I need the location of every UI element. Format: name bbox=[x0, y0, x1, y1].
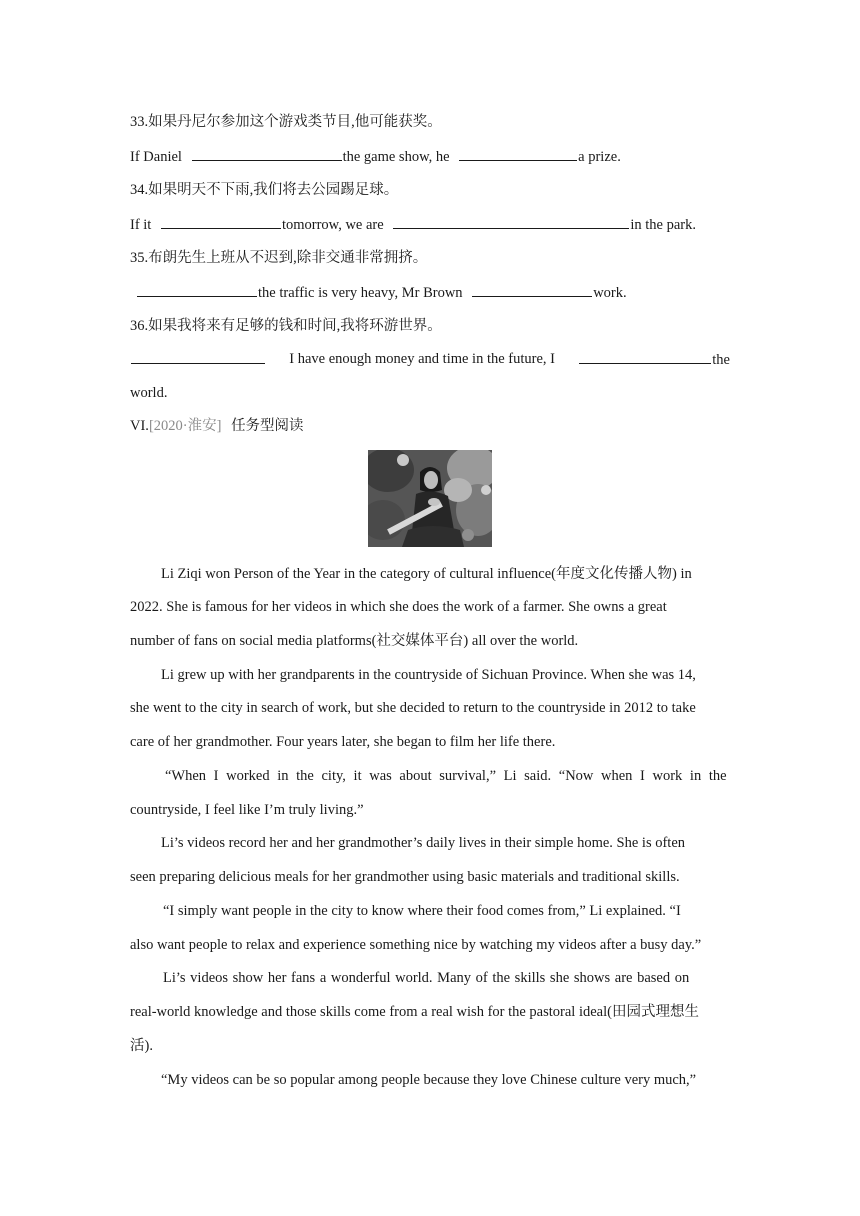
q34-blank-1[interactable] bbox=[161, 214, 281, 229]
q36-blank-2[interactable] bbox=[579, 349, 711, 364]
photo-illustration bbox=[368, 450, 492, 547]
q34-chinese: 34.如果明天不下雨,我们将去公园踢足球。 bbox=[130, 182, 399, 198]
passage-line-5: she went to the city in search of work, but she decided to return to the countryside in 2012 to take bbox=[130, 700, 696, 716]
passage-line-7: “When I worked in the city, it was about survival,” Li said. “Now when I work in the bbox=[165, 768, 727, 784]
q34-text-a: If it bbox=[130, 217, 152, 233]
passage-line-16: “My videos can be so popular among people because they love Chinese culture very much,” bbox=[161, 1072, 697, 1088]
passage-line-11: “I simply want people in the city to know where their food comes from,” Li explained. “I bbox=[163, 903, 681, 919]
passage-line-12: also want people to relax and experience something nice by watching my videos after a busy day.” bbox=[130, 937, 702, 953]
passage-line-15: 活). bbox=[130, 1038, 153, 1054]
q33-blank-1[interactable] bbox=[192, 146, 342, 161]
q33-text-c: a prize. bbox=[578, 149, 621, 165]
q33-chinese: 33.如果丹尼尔参加这个游戏类节目,他可能获奖。 bbox=[130, 114, 442, 130]
section-source: [2020·淮安] bbox=[148, 418, 222, 434]
q34-english bbox=[130, 214, 730, 235]
section-number: VI. bbox=[130, 418, 149, 434]
q35-blank-1[interactable] bbox=[137, 282, 257, 297]
q34-text-c: in the park. bbox=[630, 217, 696, 233]
passage-line-10: seen preparing delicious meals for her grandmother using basic materials and traditional skills. bbox=[130, 869, 680, 885]
q34-text-b: tomorrow, we are bbox=[281, 217, 384, 233]
passage-line-9: Li’s videos record her and her grandmother’s daily lives in their simple home. She is often bbox=[161, 835, 686, 851]
q36-blank-1[interactable] bbox=[131, 349, 265, 364]
q33-blank-2[interactable] bbox=[459, 146, 577, 161]
q36-text-mid: I have enough money and time in the future, I bbox=[289, 351, 556, 367]
q34-blank-2[interactable] bbox=[393, 214, 629, 229]
passage-line-14: real-world knowledge and those skills come from a real wish for the pastoral ideal(田园式理想生 bbox=[130, 1004, 699, 1020]
q36-text-end: the bbox=[712, 352, 730, 368]
q36-chinese: 36.如果我将来有足够的钱和时间,我将环游世界。 bbox=[130, 318, 442, 334]
q35-blank-2[interactable] bbox=[472, 282, 592, 297]
photo-woman-playing-bamboo-flute bbox=[368, 450, 492, 547]
passage-line-2: 2022. She is famous for her videos in which she does the work of a farmer. She owns a great bbox=[130, 599, 667, 615]
q36-english-cont: world. bbox=[130, 385, 168, 401]
q35-text-a: the traffic is very heavy, Mr Brown bbox=[258, 285, 463, 301]
q35-text-b: work. bbox=[593, 285, 627, 301]
q35-english bbox=[136, 282, 736, 303]
passage-line-1: Li Ziqi won Person of the Year in the category of cultural influence(年度文化传播人物) in bbox=[161, 566, 692, 582]
q33-text-b: the game show, he bbox=[342, 149, 450, 165]
q35-chinese: 35.布朗先生上班从不迟到,除非交通非常拥挤。 bbox=[130, 250, 428, 266]
passage-line-6: care of her grandmother. Four years later, she began to film her life there. bbox=[130, 734, 556, 750]
section-title: 任务型阅读 bbox=[231, 418, 304, 434]
q33-english bbox=[130, 146, 730, 167]
passage-line-3: number of fans on social media platforms(社交媒体平台) all over the world. bbox=[130, 633, 579, 649]
q33-text-a: If Daniel bbox=[130, 149, 182, 165]
section-heading bbox=[130, 416, 730, 436]
passage-line-8: countryside, I feel like I’m truly living.” bbox=[130, 802, 364, 818]
passage-line-4: Li grew up with her grandparents in the countryside of Sichuan Province. When she was 14, bbox=[161, 667, 696, 683]
passage-line-13: Li’s videos show her fans a wonderful world. Many of the skills she shows are based on bbox=[163, 970, 690, 986]
q36-english bbox=[130, 349, 730, 370]
